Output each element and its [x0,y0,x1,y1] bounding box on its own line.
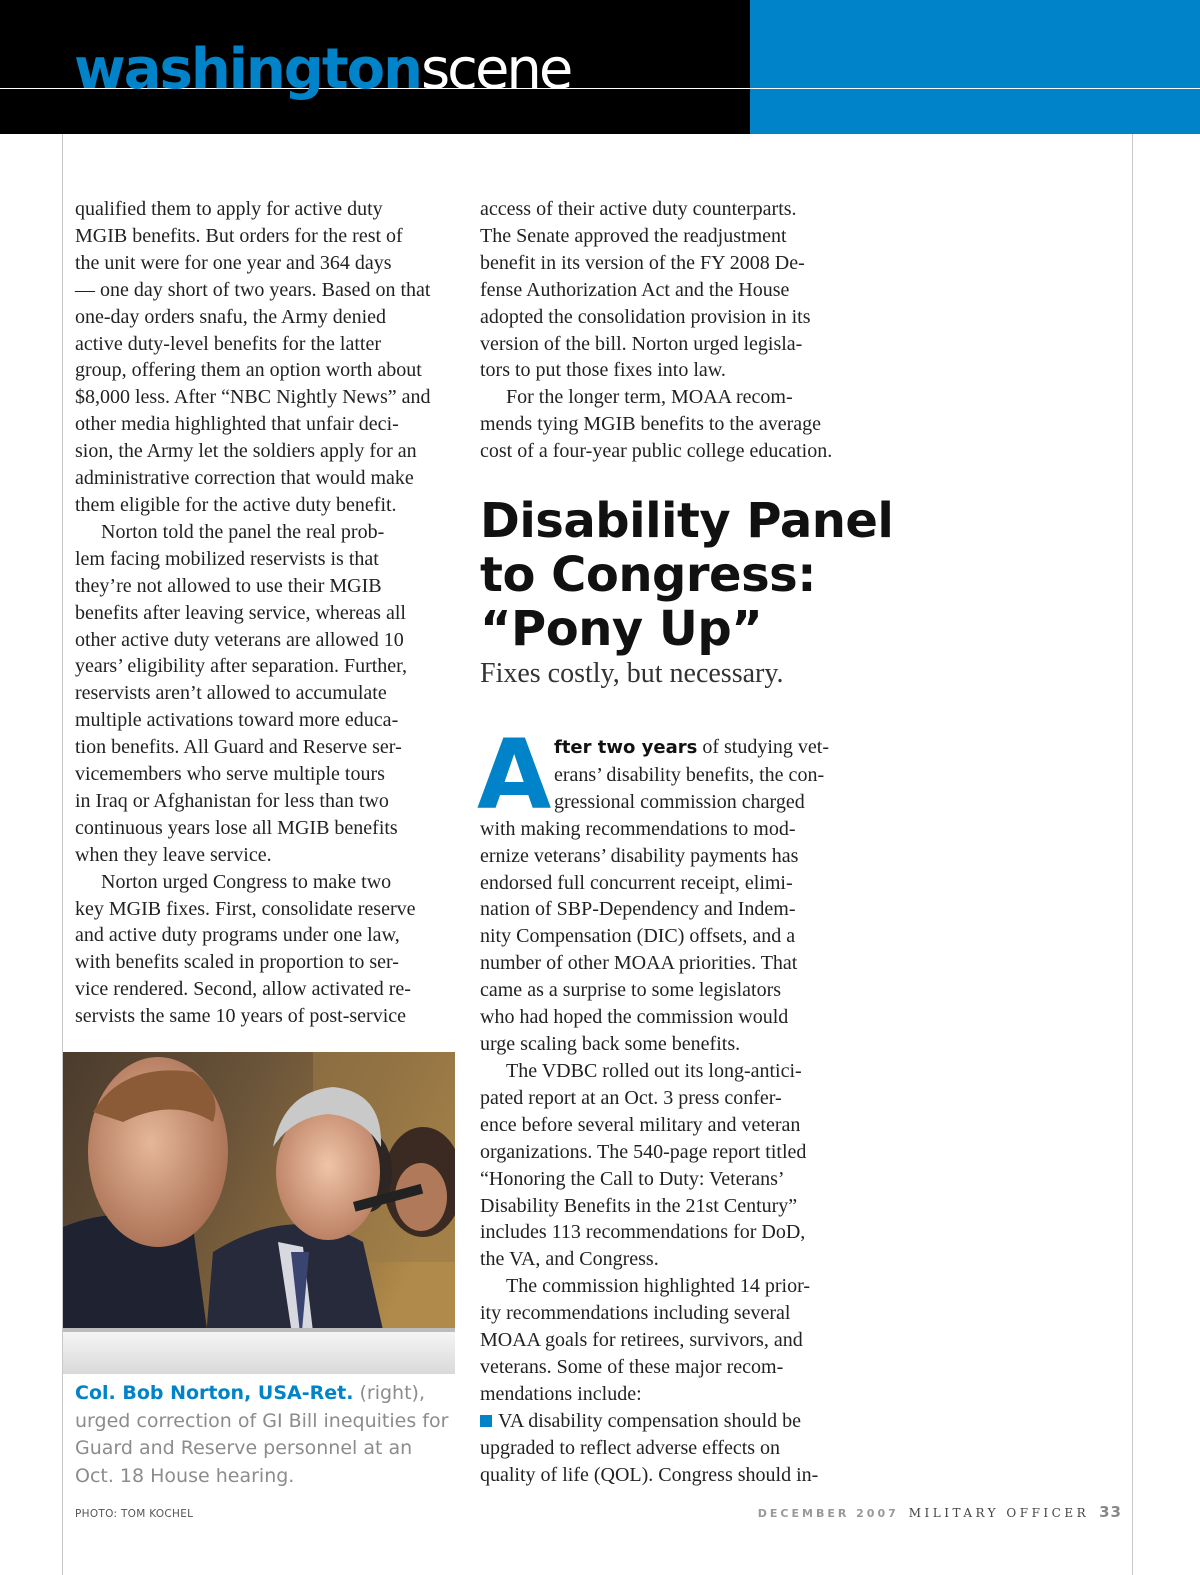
body-line: The Senate approved the readjustment [480,224,787,247]
body-line: in Iraq or Afghanistan for less than two [75,789,389,812]
body-line: who had hoped the commission would [480,1006,789,1029]
body-line: continuous years lose all MGIB benefits [75,816,398,839]
body-line: vicemembers who serve multiple tours [75,763,385,786]
body-line: group, offering them an option worth about [75,359,422,382]
body-line: qualified them to apply for active duty [75,198,383,220]
body-line: number of other MOAA priorities. That [480,952,798,975]
column-right-top [480,196,870,465]
lead-line [480,734,870,762]
bullet-text: VA disability compensation should be [498,1409,801,1432]
body-line: when they leave service. [75,843,272,866]
issue-date: DECEMBER 2007 [757,1507,899,1520]
body-line: pated report at an Oct. 3 press confer- [480,1086,782,1109]
body-line: the VA, and Congress. [480,1248,659,1271]
body-line: ernize veterans’ disability payments has [480,844,799,867]
body-line: with benefits scaled in proportion to ser- [75,951,399,974]
body-line: multiple activations toward more educa- [75,709,399,732]
body-line: they’re not allowed to use their MGIB [75,574,382,597]
body-line: tion benefits. All Guard and Reserve ser- [75,736,402,759]
caption-line: urged correction of GI Bill inequities for [75,1409,449,1432]
body-line: Norton urged Congress to make two [101,870,392,893]
body-line: The VDBC rolled out its long-antici- [506,1060,802,1082]
caption-line [75,1380,448,1408]
body-line: active duty-level benefits for the latter [75,332,381,355]
column-left [75,196,460,1030]
masthead-bold: washington [74,37,421,102]
body-line: Disability Benefits in the 21st Century” [480,1194,798,1217]
body-line: — one day short of two years. Based on that [75,278,431,301]
body-line: mends tying MGIB benefits to the average [480,413,822,436]
body-line: one-day orders snafu, the Army denied [75,305,387,328]
body-line: ity recommendations including several [480,1302,791,1325]
body-line: lem facing mobilized reservists is that [75,547,379,570]
body-line: veterans. Some of these major recom- [480,1355,784,1378]
body-line: cost of a four-year public college education. [480,440,833,463]
page-footer [758,1503,1122,1521]
body-line: erans’ disability benefits, the con- [554,763,825,786]
body-line: The commission highlighted 14 prior- [506,1275,811,1298]
body-line: “Honoring the Call to Duty: Veterans’ [480,1167,785,1190]
body-line: urge scaling back some benefits. [480,1032,741,1055]
body-line: the unit were for one year and 364 days [75,251,392,274]
column-right-bottom [480,1058,870,1489]
lead-in: fter two years [554,737,698,758]
body-line: and active duty programs under one law, [75,924,400,947]
page-frame-right [1132,134,1133,1575]
drop-cap: A [477,719,552,831]
body-line: nation of SBP-Dependency and Indem- [480,898,796,921]
body-line: vice rendered. Second, allow activated re- [75,978,411,1001]
body-line: with making recommendations to mod- [480,817,796,840]
body-line: years’ eligibility after separation. Further, [75,655,408,678]
body-line: For the longer term, MOAA recom- [506,386,793,409]
body-line: adopted the consolidation provision in its [480,305,811,328]
body-line: came as a surprise to some legislators [480,979,782,1002]
magazine-name: MILITARY OFFICER [908,1506,1090,1520]
bullet-square-icon [480,1415,492,1427]
header-accent-block [750,0,1200,134]
caption-line: Oct. 18 House hearing. [75,1464,295,1487]
photo-credit: PHOTO: TOM KOCHEL [75,1508,194,1520]
body-line: MOAA goals for retirees, survivors, and [480,1329,803,1352]
page-number: 33 [1099,1503,1122,1521]
body-line: key MGIB fixes. First, consolidate reserve [75,897,416,920]
body-line: includes 113 recommendations for DoD, [480,1221,806,1244]
body-line: reservists aren’t allowed to accumulate [75,682,387,705]
headline-line: to Congress: [480,547,816,603]
body-line: quality of life (QOL). Congress should in- [480,1463,819,1486]
body-line: ence before several military and veteran [480,1113,801,1136]
hearing-photo [63,1052,455,1374]
body-line: gressional commission charged [554,790,805,813]
photo-caption [75,1380,448,1490]
body-line: sion, the Army let the soldiers apply for an [75,440,417,463]
body-line: fense Authorization Act and the House [480,278,790,301]
body-line: version of the bill. Norton urged legisla- [480,332,803,355]
body-line: upgraded to reflect adverse effects on [480,1436,781,1459]
caption-line: Guard and Reserve personnel at an [75,1437,413,1459]
headline-line: “Pony Up” [480,601,763,657]
masthead-light: scene [420,37,571,102]
body-line: other media highlighted that unfair deci- [75,413,399,436]
section-masthead [74,30,570,110]
body-line: Norton told the panel the real prob- [101,520,385,543]
body-line: access of their active duty counterparts. [480,198,797,220]
body-line: other active duty veterans are allowed 10 [75,628,404,651]
body-line: benefits after leaving service, whereas all [75,601,406,624]
bullet-line [480,1408,870,1435]
article-lead-paragraph [480,734,870,1058]
caption-subject: Col. Bob Norton, USA-Ret. [75,1382,354,1404]
body-line: nity Compensation (DIC) offsets, and a [480,925,796,948]
body-line: $8,000 less. After “NBC Nightly News” and [75,386,431,409]
body-line: mendations include: [480,1382,642,1405]
article-headline [480,494,893,656]
headline-line: Disability Panel [480,493,894,549]
caption-rest: (right), [353,1382,425,1404]
body-line: tors to put those fixes into law. [480,359,726,382]
lead-rest: of studying vet- [697,736,829,758]
article-deck: Fixes costly, but necessary. [480,658,784,689]
body-line: organizations. The 540-page report titled [480,1140,807,1163]
body-line: servists the same 10 years of post-service [75,1005,407,1028]
body-line: MGIB benefits. But orders for the rest of [75,224,403,247]
body-line: them eligible for the active duty benefit. [75,493,397,516]
body-line: benefit in its version of the FY 2008 De- [480,251,805,274]
body-line: administrative correction that would make [75,467,414,490]
body-line: endorsed full concurrent receipt, elimi- [480,871,793,894]
